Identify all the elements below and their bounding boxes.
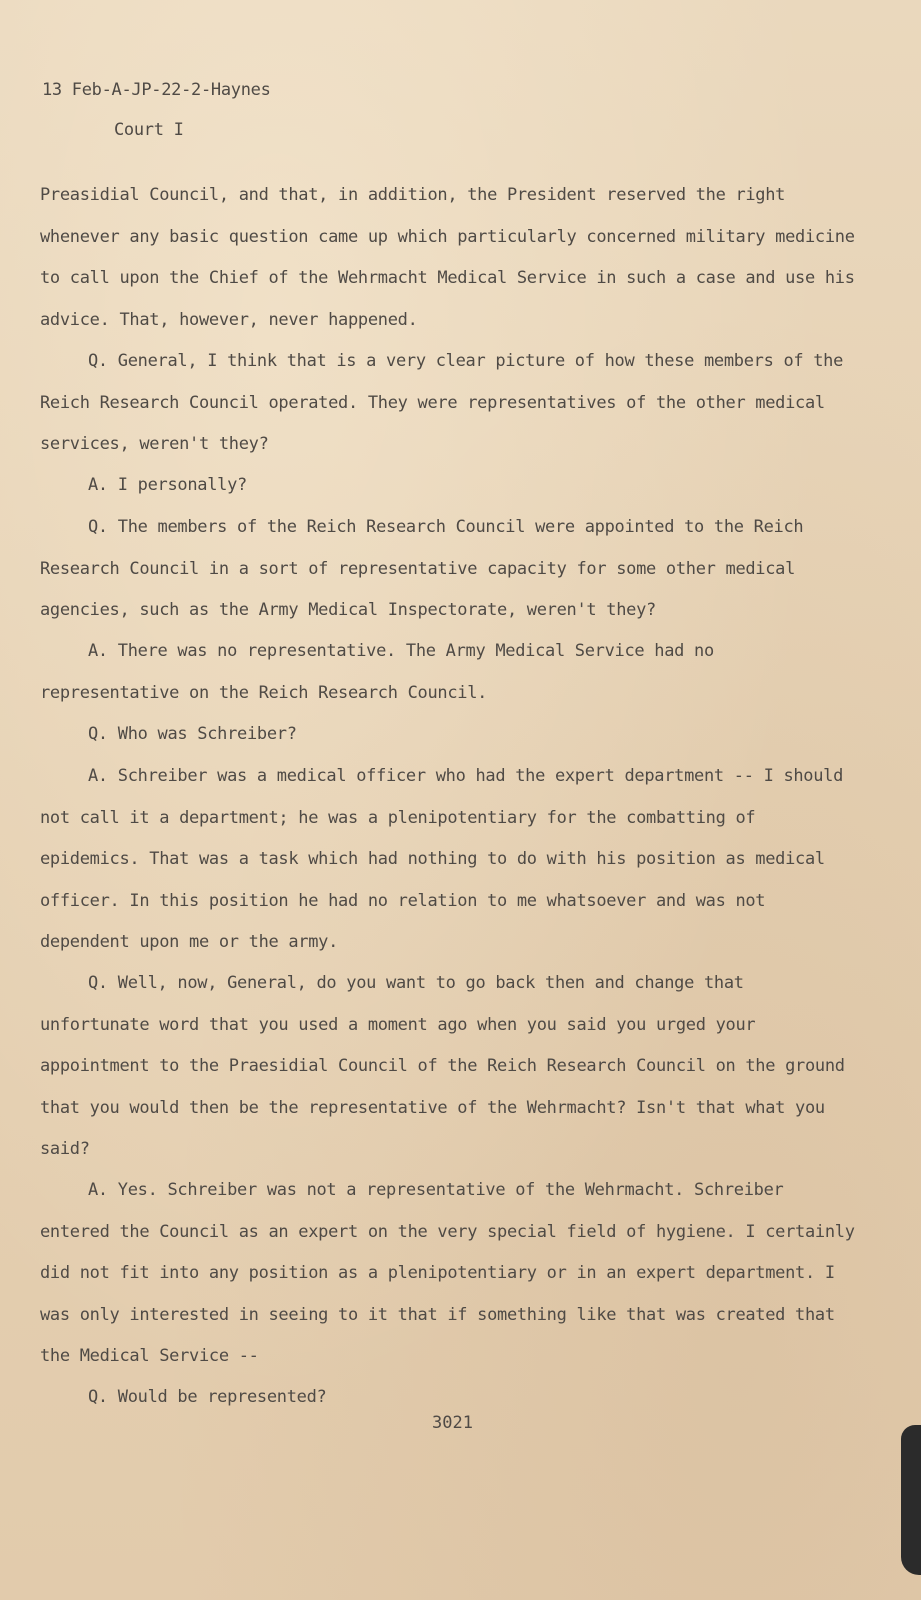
paragraph: Preasidial Council, and that, in addition, the President reserved the right whenever any basic question came up which particularly concerned military medicine to call upon the Chief of the Wehrmacht Medical Service in such a case and use his advice. That, however, never happened. xyxy=(40,185,865,330)
paragraph: Q. Would be represented? xyxy=(88,1387,327,1407)
paragraph: A. There was no representative. The Army Medical Service had no representative on the Reich Research Council. xyxy=(40,641,724,703)
paragraph: Q. The members of the Reich Research Council were appointed to the Reich Research Council in a sort of representative capacity for some other medical agencies, such as the Army Medical Inspectorate, weren't they? xyxy=(40,517,814,621)
paragraph: A. Schreiber was a medical officer who had the expert department -- I should not call it a department; he was a plenipotentiary for the combatting of epidemics. That was a task which had nothing to do with his position as medical officer. In this position he had no relation to me whatsoever and was not dependent upon me or the army. xyxy=(40,766,853,953)
page-number: 3021 xyxy=(432,1413,473,1433)
paragraph: Q. General, I think that is a very clear picture of how these members of the Reich Research Council operated. They were representatives of the other medical services, weren't they? xyxy=(40,351,853,455)
page-edge-mark xyxy=(901,1425,921,1575)
court-label: Court I xyxy=(114,120,184,140)
paragraph: Q. Well, now, General, do you want to go back then and change that unfortunate word that you used a moment ago when you said you urged your appointment to the Praesidial Council of the Reich Research Council on the ground that you would then be the representative of the Wehrmacht? Isn't that what you said? xyxy=(40,973,855,1160)
paragraph: Q. Who was Schreiber? xyxy=(88,724,297,744)
document-reference: 13 Feb-A-JP-22-2-Haynes xyxy=(42,80,271,100)
paragraph: A. I personally? xyxy=(88,475,247,495)
paragraph: A. Yes. Schreiber was not a representative of the Wehrmacht. Schreiber entered the Council as an expert on the very special field of hygiene. I certainly did not fit into any position as a plenipotentiary or in an expert department. I was only interested in seeing to it that if something like that was created that the Medical Service -- xyxy=(40,1180,865,1367)
